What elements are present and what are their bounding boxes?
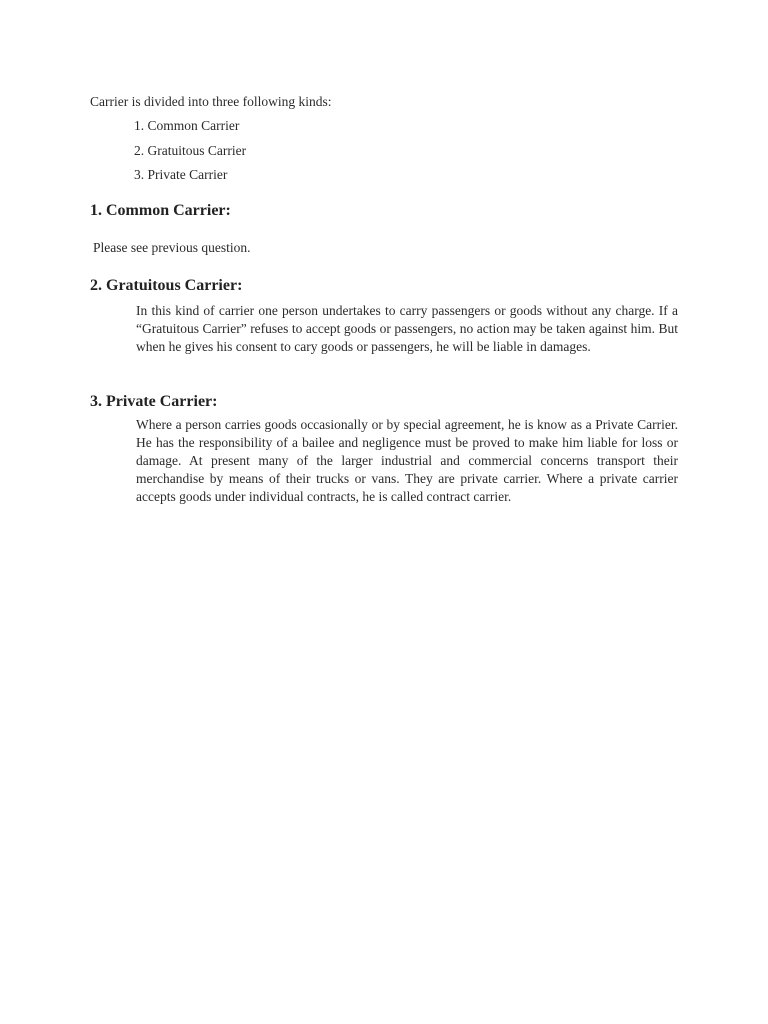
gratuitous-carrier-body: In this kind of carrier one person undertakes to carry passengers or goods without any charge. If a “Gratuitous Carrier” refuses to accept goods or passengers, no action may be taken against him. But when he gives his consent to cary goods or passengers, he will be liable in damages.	[136, 303, 678, 354]
carrier-kinds-list	[134, 118, 246, 192]
list-item: 3. Private Carrier	[134, 167, 228, 182]
list-item: 2. Gratuitous Carrier	[134, 142, 247, 158]
common-carrier-body: Please see previous question.	[93, 240, 251, 255]
section-heading-gratuitous-carrier: 2. Gratuitous Carrier:	[90, 277, 243, 294]
intro-text: Carrier is divided into three following kinds:	[90, 94, 332, 109]
section-heading-private-carrier: 3. Private Carrier:	[90, 393, 218, 410]
private-carrier-body: Where a person carries goods occasionally or by special agreement, he is know as a Private Carrier. He has the responsibility of a bailee and negligence must be proved to make him liable for loss or damage. At present many of the larger industrial and commercial concerns transport their merchandise by means of their trucks or vans. They are private carrier. Where a private carrier accepts goods under individual contracts, he is called contract carrier.	[136, 417, 678, 504]
list-item: 1. Common Carrier	[134, 118, 240, 133]
section-heading-common-carrier: 1. Common Carrier:	[90, 202, 231, 219]
